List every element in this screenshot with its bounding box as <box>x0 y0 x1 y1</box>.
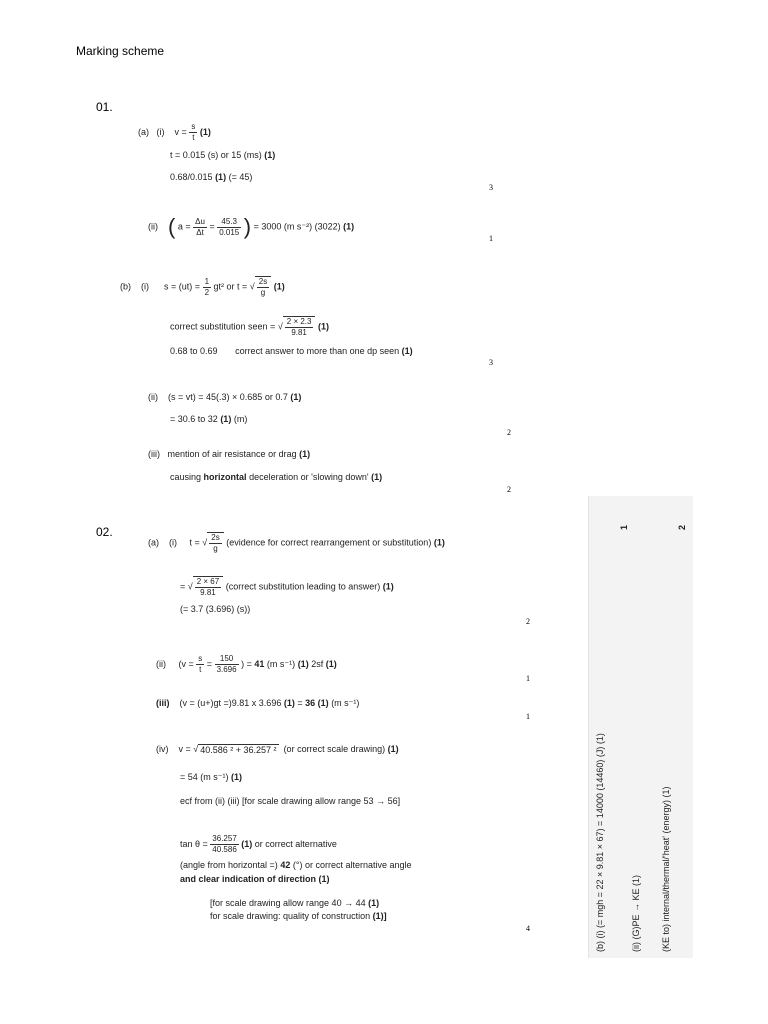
mark: (1) <box>220 414 232 424</box>
q1-b-ii-line2: = 30.6 to 32 (1) (m) <box>170 414 248 424</box>
part-label: (a) <box>148 537 159 548</box>
q1-b-i-formula: (b) (i) s = (ut) = $\frac{1}{2}$ gt² or t = √ $\frac{2s}{g}$ (1) <box>120 276 285 297</box>
q1-a-i-line3: 0.68/0.015 (1) (= 45) <box>170 172 253 182</box>
subpart-label: (ii) <box>148 392 158 402</box>
q1-a-ii-formula: (ii) ( a = $\frac{\Delta u}{\Delta t}$ = $\frac{45.3}{0.015}$ ) = 3000 (m s⁻²) (3022) (1) <box>148 214 355 239</box>
q1-b-iii-line1: (iii) mention of air resistance or drag (1) <box>148 449 311 459</box>
q2-a-iv-angle: (angle from horizontal =) 42 (°) or correct alternative angle <box>180 860 412 870</box>
mark: (1) <box>382 581 394 592</box>
mark-total: 3 <box>489 183 493 192</box>
q1-b-iii-line2: causing horizontal deceleration or 'slowing down' (1) <box>170 472 383 482</box>
mark: (1) <box>264 150 276 160</box>
mark: (1) <box>283 698 295 708</box>
q2-a-iv-direction: and clear indication of direction (1) <box>180 874 330 884</box>
mark-total: 1 <box>526 674 530 683</box>
mark-total: 2 <box>507 485 511 494</box>
fraction: $\frac{s}{t}$ <box>198 654 203 674</box>
question-number-01: 01. <box>96 100 113 114</box>
mark: (1) <box>299 449 311 459</box>
mark-total: 2 <box>526 617 530 626</box>
q2-a-iv-formula: (iv) v = √ 40.586 ² + 36.257 ² (or correct scale drawing) (1) <box>156 744 399 756</box>
subpart-label: (i) <box>141 281 150 292</box>
square-root: 40.586 ² + 36.257 ² <box>200 745 277 756</box>
mark: (1) <box>273 281 285 292</box>
mark: (1) <box>433 537 445 548</box>
mark-total: 3 <box>489 358 493 367</box>
rotated-scan-panel <box>588 496 693 958</box>
mark-total: 1 <box>526 712 530 721</box>
q1-b-ii-line1: (ii) (s = vt) = 45(.3) × 0.685 or 0.7 (1) <box>148 392 302 402</box>
mark: (1) <box>317 698 329 708</box>
part-label: (b) <box>120 281 131 292</box>
q2-b-iii-rotated: (KE to) internal/thermal/'heat' (energy) (1) <box>661 786 671 952</box>
fraction: $\frac{36.257}{40.586}$ <box>212 834 237 854</box>
mark: (1) <box>317 321 329 332</box>
mark: (1) <box>343 221 355 232</box>
mark-total: 1 <box>489 234 493 243</box>
part-label: (a) <box>138 126 149 137</box>
subpart-label: (iii) <box>148 449 160 459</box>
subpart-label: (iv) <box>156 744 169 754</box>
q2-a-iv-tan: tan θ = $\frac{36.257}{40.586}$ (1) or correct alternative <box>180 834 337 854</box>
q1-b-i-range: 0.68 to 0.69 correct answer to more than one dp seen (1) <box>170 346 413 356</box>
mark-total: 2 <box>507 428 511 437</box>
formula-lhs: v = <box>174 126 187 137</box>
square-root: $\frac{2 \times 2.3}{9.81}$ <box>283 316 316 338</box>
q2-a-iv-scale2: for scale drawing: quality of construction (1)] <box>210 911 387 921</box>
q2-a-i-formula: (a) (i) t = √ $\frac{2s}{g}$ (evidence for correct rearrangement or substitution) (1) <box>148 533 445 553</box>
q2-b-i-rotated: (b) (i) (= mgh = 22 × 9.81 × 67) = 14000 (14460) (J) (1) <box>595 733 605 952</box>
mark: (1)] <box>372 911 387 921</box>
mark: (1) <box>215 172 227 182</box>
q1-a-i-formula <box>138 122 211 143</box>
page-title: Marking scheme <box>76 44 165 58</box>
q2-a-iii-line: (iii) (v = (u+)gt =)9.81 x 3.696 (1) = 36 (1) (m s⁻¹) <box>156 698 360 708</box>
question-number-02: 02. <box>96 525 113 539</box>
q2-a-iv-line3: ecf from (ii) (iii) [for scale drawing allow range 53 → 56] <box>180 796 401 806</box>
q1-b-i-substitution: correct substitution seen = √ $\frac{2 \times 2.3}{9.81}$ (1) <box>170 317 329 337</box>
subpart-label: (i) <box>169 537 178 548</box>
q1-a-i-line2: t = 0.015 (s) or 15 (ms) (1) <box>170 150 276 160</box>
mark-total-rotated: 2 <box>677 524 687 530</box>
fraction: $\frac{s}{t}$ <box>191 122 196 142</box>
subpart-label: (iii) <box>156 698 170 708</box>
mark-total: 4 <box>526 924 530 933</box>
fraction: $\frac{1}{2}$ <box>204 276 210 297</box>
fraction: $\frac{45.3}{0.015}$ <box>219 216 240 237</box>
q2-a-i-result: (= 3.7 (3.696) (s)) <box>180 604 251 614</box>
mark: (1) <box>387 744 399 754</box>
subpart-label: (ii) <box>156 658 166 669</box>
q2-a-iv-line2: = 54 (m s⁻¹) (1) <box>180 772 243 782</box>
q2-a-ii-formula: (ii) (v = $\frac{s}{t}$ = $\frac{150}{3.696}$ ) = 41 (m s⁻¹) (1) 2sf (1) <box>156 654 337 674</box>
mark: (1) <box>290 392 302 402</box>
mark: (1) <box>231 772 243 782</box>
mark: (1) <box>199 126 211 137</box>
q2-a-i-substitution: = √ $\frac{2 \times 67}{9.81}$ (correct substitution leading to answer) (1) <box>180 577 394 597</box>
fraction: $\frac{150}{3.696}$ <box>216 654 237 674</box>
square-root: $\frac{2s}{g}$ <box>255 276 271 298</box>
square-root: $\frac{2 \times 67}{9.81}$ <box>193 576 223 598</box>
mark: (1) <box>368 898 380 908</box>
fraction: $\frac{\Delta u}{\Delta t}$ <box>195 216 205 237</box>
mark: (1) <box>325 658 337 669</box>
mark: (1) <box>371 472 383 482</box>
subpart-label: (ii) <box>148 221 158 232</box>
q2-b-ii-rotated: (ii) (G)PE → KE (1) <box>631 874 641 952</box>
mark-total-rotated: 1 <box>619 524 629 530</box>
mark: (1) <box>297 658 309 669</box>
square-root: $\frac{2s}{g}$ <box>207 532 223 554</box>
subpart-label: (i) <box>156 126 165 137</box>
q2-a-iv-scale1: [for scale drawing allow range 40 → 44 (1) <box>210 898 380 908</box>
mark: (1) <box>401 346 413 356</box>
mark: (1) <box>241 838 253 849</box>
